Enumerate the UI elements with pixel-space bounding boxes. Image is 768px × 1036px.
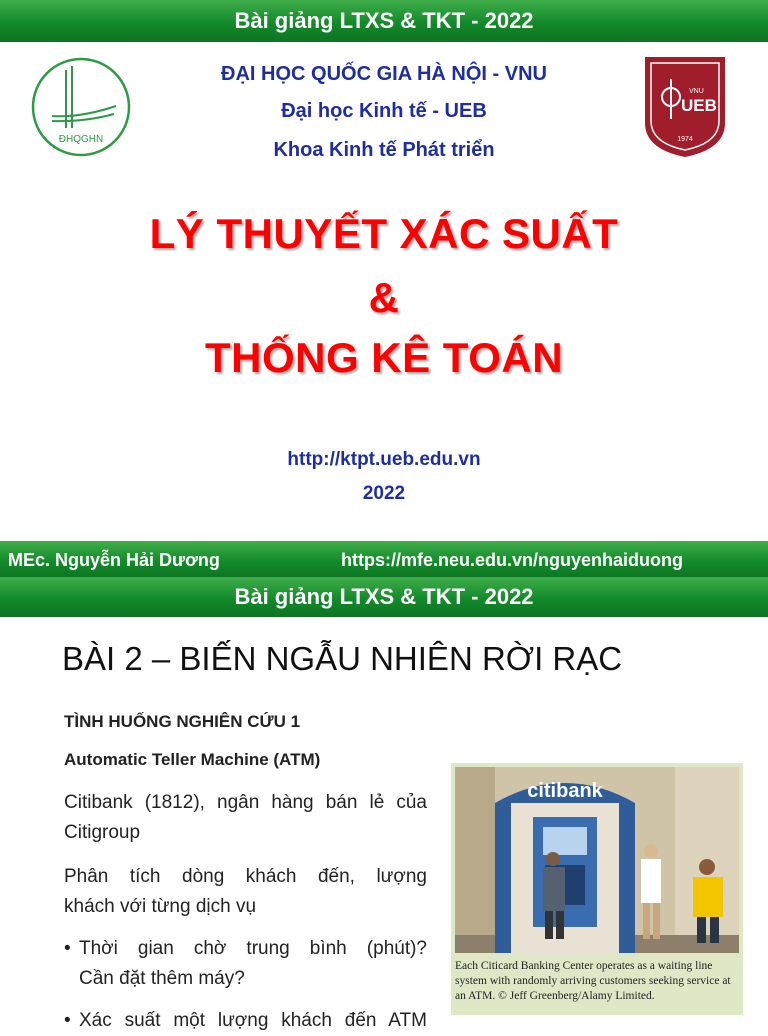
paragraph-citibank-line-2: Citigroup xyxy=(64,822,141,843)
bullet-dot-icon: • xyxy=(64,938,71,959)
department-website-link[interactable]: http://ktpt.ueb.edu.vn xyxy=(287,449,481,470)
lesson-title: BÀI 2 – BIẾN NGẪU NHIÊN RỜI RẠC xyxy=(62,640,623,677)
citibank-sign-text: citibank xyxy=(527,780,603,802)
vnu-logo-text: ĐHQGHN xyxy=(58,134,104,145)
slide1-header-bar xyxy=(0,0,768,42)
case-study-heading: TÌNH HUỐNG NGHIÊN CỨU 1 xyxy=(64,712,301,731)
paragraph-citibank-line-1: Citibank (1812), ngân hàng bán lẻ của xyxy=(64,792,427,813)
paragraph-analysis-line-2: khách với từng dịch vụ xyxy=(64,896,257,917)
author-name: MEc. Nguyễn Hải Dương xyxy=(8,550,220,570)
bullet-line-2: Cần đặt thêm máy? xyxy=(79,968,245,989)
institution-line-3: Khoa Kinh tế Phát triển xyxy=(273,139,495,161)
author-website-link[interactable]: https://mfe.neu.edu.vn/nguyenhaiduong xyxy=(341,550,683,570)
course-title-line-1: LÝ THUYẾT XÁC SUẤT xyxy=(149,210,619,257)
atm-photo-image xyxy=(455,767,739,953)
case-study-subheading: Automatic Teller Machine (ATM) xyxy=(64,750,321,769)
bullet-dot-icon: • xyxy=(64,1010,71,1031)
institution-line-2: Đại học Kinh tế - UEB xyxy=(281,100,487,122)
atm-photo-frame xyxy=(451,763,743,1015)
slide1-header-text: Bài giảng LTXS & TKT - 2022 xyxy=(234,8,534,33)
paragraph-analysis-line-1: Phân tích dòng khách đến, lượng xyxy=(64,866,427,887)
bullet-line-1: Thời gian chờ trung bình (phút)? xyxy=(79,938,427,959)
slide1-year: 2022 xyxy=(362,483,406,504)
course-title-line-2: THỐNG KÊ TOÁN xyxy=(204,334,564,381)
atm-photo-caption: Each Citicard Banking Center operates as a waiting line system with randomly arriving customers seeking service at an ATM. © Jeff Greenberg/Alamy Limited. xyxy=(455,960,731,1002)
slide2-header-bar xyxy=(0,577,768,617)
course-title-ampersand: & xyxy=(368,274,400,321)
ueb-logo-top-text: VNU xyxy=(689,88,704,95)
bullet-line-1: Xác suất một lượng khách đến ATM xyxy=(79,1010,427,1031)
slide1-footer-bar xyxy=(0,541,768,579)
institution-line-1: ĐẠI HỌC QUỐC GIA HÀ NỘI - VNU xyxy=(221,63,547,85)
slide2-header-text: Bài giảng LTXS & TKT - 2022 xyxy=(234,584,534,609)
ueb-logo-name: UEB xyxy=(681,96,717,115)
ueb-logo-year: 1974 xyxy=(677,136,693,143)
